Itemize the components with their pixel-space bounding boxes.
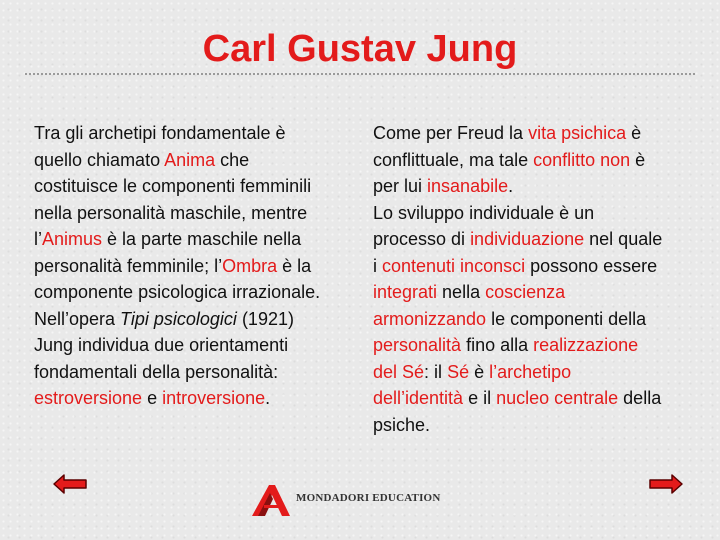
text-line bbox=[373, 412, 703, 439]
highlighted-term: integrati bbox=[373, 282, 438, 302]
text-segment: personalità femminile; l’ bbox=[34, 255, 223, 276]
text-segment: . bbox=[265, 388, 271, 408]
text-segment: . bbox=[508, 176, 514, 196]
text-segment: è bbox=[626, 123, 642, 143]
right-text-column bbox=[373, 120, 703, 438]
left-arrow-icon bbox=[52, 472, 88, 496]
text-segment: e bbox=[142, 388, 163, 408]
text-line bbox=[34, 120, 364, 147]
text-segment: e il bbox=[463, 388, 497, 408]
text-segment: Tra gli archetipi fondamentale è bbox=[34, 123, 286, 143]
text-segment: nel quale bbox=[584, 229, 663, 249]
text-line bbox=[373, 306, 703, 333]
text-line bbox=[373, 173, 703, 200]
text-line bbox=[373, 120, 703, 147]
text-segment: è bbox=[630, 149, 646, 170]
text-segment: : il bbox=[424, 361, 448, 382]
highlighted-term: Anima bbox=[164, 149, 216, 170]
text-line bbox=[34, 359, 364, 386]
text-segment: che bbox=[215, 149, 250, 170]
text-segment: Come per Freud la bbox=[373, 123, 529, 143]
slide-title: Carl Gustav Jung bbox=[202, 28, 518, 70]
text-segment: è bbox=[469, 361, 490, 382]
text-segment: per lui bbox=[373, 176, 428, 196]
text-line bbox=[34, 200, 364, 227]
highlighted-term: del Sé bbox=[373, 361, 425, 382]
mondadori-a-logo-icon bbox=[250, 483, 292, 517]
text-line bbox=[373, 332, 703, 359]
left-text-column bbox=[34, 120, 364, 412]
text-segment: fino alla bbox=[461, 335, 534, 355]
previous-slide-button[interactable] bbox=[52, 472, 88, 496]
text-line bbox=[373, 279, 703, 306]
text-segment: conflittuale, ma tale bbox=[373, 149, 534, 170]
text-line bbox=[34, 279, 364, 306]
highlighted-term: dell’identità bbox=[373, 388, 464, 408]
text-line bbox=[373, 359, 703, 386]
text-line bbox=[34, 385, 364, 412]
text-line bbox=[34, 253, 364, 280]
highlighted-term: estroversione bbox=[34, 388, 143, 408]
text-segment: Lo sviluppo individuale è un bbox=[373, 202, 595, 223]
highlighted-term: l’archetipo bbox=[489, 361, 572, 382]
highlighted-term: realizzazione bbox=[533, 335, 639, 355]
text-line bbox=[373, 147, 703, 174]
text-segment: della bbox=[618, 388, 662, 408]
highlighted-term: armonizzando bbox=[373, 308, 487, 329]
highlighted-term: individuazione bbox=[470, 229, 585, 249]
highlighted-term: introversione bbox=[162, 388, 266, 408]
highlighted-term: nucleo centrale bbox=[496, 388, 619, 408]
text-line bbox=[34, 147, 364, 174]
highlighted-term: conflitto non bbox=[533, 149, 631, 170]
text-segment: è la parte maschile nella bbox=[102, 229, 302, 249]
highlighted-term: Sé bbox=[447, 361, 470, 382]
text-segment: fondamentali della personalità: bbox=[34, 361, 279, 382]
text-segment: possono essere bbox=[525, 255, 658, 276]
highlighted-term: Ombra bbox=[222, 255, 278, 276]
highlighted-term: vita psichica bbox=[528, 123, 627, 143]
text-line bbox=[373, 253, 703, 280]
highlighted-term: Animus bbox=[42, 229, 103, 249]
text-segment: Jung individua due orientamenti bbox=[34, 335, 289, 355]
text-segment: nella personalità maschile, mentre bbox=[34, 202, 308, 223]
text-segment: quello chiamato bbox=[34, 149, 165, 170]
text-segment: costituisce le componenti femminili bbox=[34, 176, 312, 196]
text-segment: i bbox=[373, 255, 382, 276]
text-segment: componente psicologica irrazionale. bbox=[34, 282, 321, 302]
text-line bbox=[34, 173, 364, 200]
text-segment: Nell’opera bbox=[34, 308, 121, 329]
text-segment: le componenti della bbox=[486, 308, 647, 329]
italic-title: Tipi psicologici bbox=[120, 308, 237, 329]
text-segment: processo di bbox=[373, 229, 471, 249]
highlighted-term: personalità bbox=[373, 335, 462, 355]
text-segment: è la bbox=[277, 255, 312, 276]
text-line bbox=[373, 226, 703, 253]
title-divider bbox=[25, 73, 695, 75]
publisher-logo bbox=[250, 483, 480, 517]
text-line bbox=[34, 306, 364, 333]
highlighted-term: coscienza bbox=[485, 282, 566, 302]
text-segment: l’ bbox=[34, 229, 42, 249]
text-line bbox=[34, 332, 364, 359]
next-slide-button[interactable] bbox=[648, 472, 684, 496]
text-line bbox=[34, 226, 364, 253]
highlighted-term: insanabile bbox=[427, 176, 509, 196]
text-segment: nella bbox=[437, 282, 486, 302]
text-line bbox=[373, 385, 703, 412]
publisher-name: MONDADORI EDUCATION bbox=[296, 492, 441, 504]
highlighted-term: contenuti inconsci bbox=[382, 255, 526, 276]
text-segment: (1921) bbox=[236, 308, 294, 329]
right-arrow-icon bbox=[648, 472, 684, 496]
text-segment: psiche. bbox=[373, 414, 431, 435]
text-line bbox=[373, 200, 703, 227]
